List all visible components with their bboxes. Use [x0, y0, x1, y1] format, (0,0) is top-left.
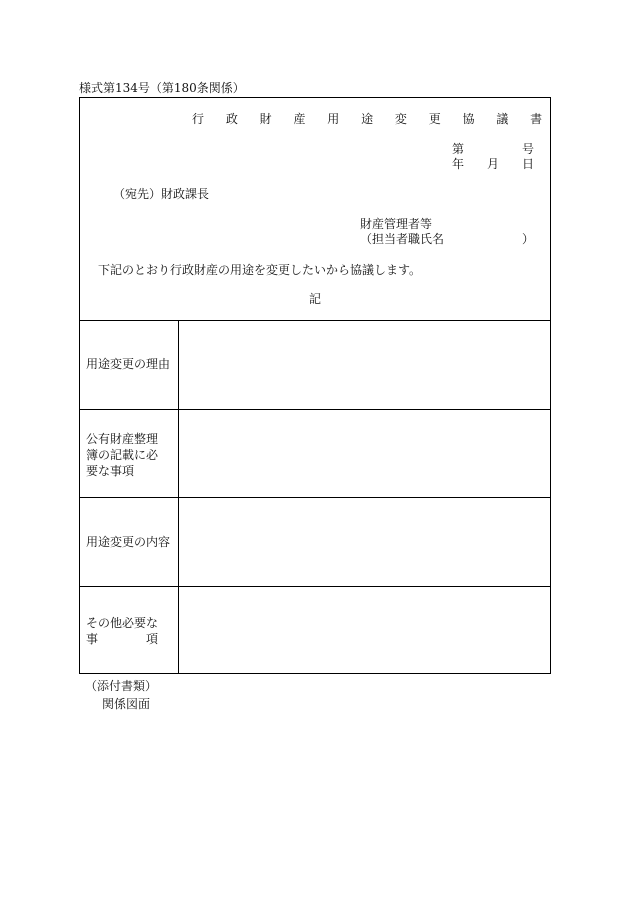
sender-contact-close: ）	[521, 232, 534, 246]
row-label-other-matters-line-1: その他必要な	[86, 616, 159, 630]
addressee: （宛先）財政課長	[113, 187, 210, 201]
number-suffix: 号	[521, 142, 534, 156]
form-frame	[79, 97, 551, 674]
sender-contact-open: （担当者職氏名	[360, 232, 445, 246]
form-id: 様式第134号（第180条関係）	[79, 81, 245, 95]
row-divider-2	[80, 497, 550, 498]
sender-contact	[360, 232, 534, 246]
number-prefix: 第	[452, 142, 465, 156]
row-divider-1	[80, 409, 550, 410]
date-year: 年	[452, 157, 465, 171]
row-label-purpose-change-reason: 用途変更の理由	[86, 357, 171, 371]
row-label-purpose-change-content: 用途変更の内容	[86, 535, 171, 549]
row-label-property-register-text-1: 公有財産整理	[86, 432, 159, 446]
table-top-rule	[80, 320, 550, 321]
intro-text: 下記のとおり行政財産の用途を変更したいから協議します。	[98, 263, 422, 277]
row-label-property-register-line-3: 要な事項	[86, 464, 135, 478]
row-divider-3	[80, 586, 550, 587]
date-day: 日	[521, 157, 534, 171]
date-line	[452, 157, 534, 171]
document-title: 行 政 財 産 用 途 変 更 協 議 書	[192, 112, 552, 126]
sender-title: 財産管理者等	[360, 217, 433, 231]
row-label-property-register-line-1	[86, 432, 172, 446]
attachments-item: 関係図面	[102, 697, 151, 711]
ki-label: 記	[309, 292, 322, 306]
date-month: 月	[486, 157, 499, 171]
row-label-property-register-line-2: 簿の記載に必	[86, 448, 159, 462]
row-label-other-matters-line-2: 事 項	[86, 632, 159, 646]
document-number-line	[452, 142, 534, 156]
attachments-heading: （添付書類）	[85, 679, 158, 693]
label-column-divider	[178, 320, 179, 673]
